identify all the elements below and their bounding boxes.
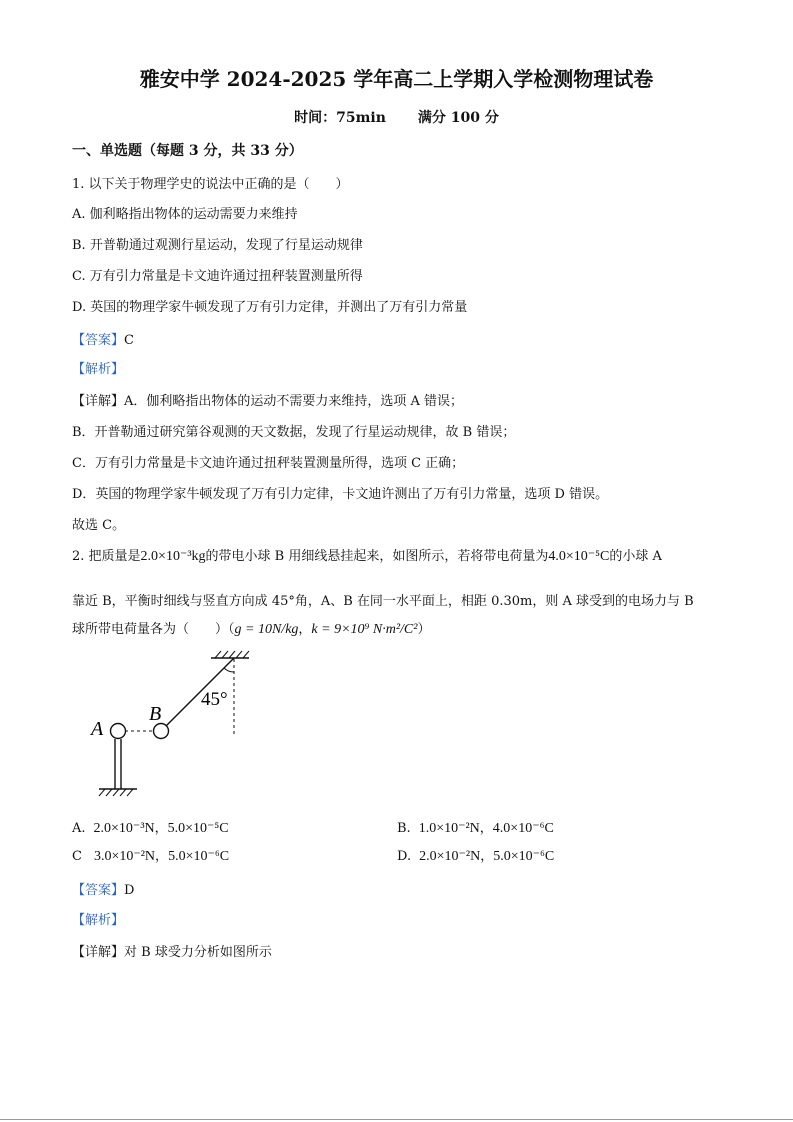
document-title: 雅安中学 2024-2025 学年高二上学期入学检测物理试卷: [139, 67, 654, 91]
q1-option-c: C. 万有引力常量是卡文迪许通过扭秤装置测量所得: [72, 269, 363, 284]
q2-stem-line2: 靠近 B，平衡时细线与竖直方向成 45°角，A、B 在同一水平面上，相距 0.30m，则 A 球受到的电场力与 B: [72, 594, 694, 609]
q2-stem-line3: 球所带电荷量各为（ ）（g = 10N/kg，k = 9×10⁹ N·m²/C²）: [72, 622, 431, 637]
charge-formula: 4.0×10⁻⁵C: [548, 549, 610, 564]
ball-a: [111, 724, 126, 739]
q1-option-b: B. 开普勒通过观测行星运动，发现了行星运动规律: [72, 238, 363, 253]
q2-option-b: B. 1.0×10⁻²N，4.0×10⁻⁶C: [397, 821, 554, 836]
stem-text: 的带电小球 B 用细线悬挂起来，如图所示，若将带电荷量为: [205, 549, 549, 564]
q1-detail-a: [72, 390, 463, 409]
q1-analysis-tag: 【解析】: [72, 362, 125, 377]
label-a: A: [91, 718, 104, 740]
ball-b: [154, 724, 169, 739]
q1-answer: [72, 329, 134, 348]
answer-tag: 【答案】: [72, 333, 125, 348]
option-letter: B.: [397, 821, 411, 836]
q2-option-c: C 3.0×10⁻²N，5.0×10⁻⁶C: [72, 849, 230, 864]
answer-tag: 【答案】: [72, 883, 125, 898]
label-b: B: [149, 703, 162, 725]
page-bottom-rule: [0, 1119, 793, 1120]
q2-answer: [72, 879, 134, 898]
angle-arc: [224, 668, 234, 672]
q1-detail-c: C．万有引力常量是卡文迪许通过扭秤装置测量所得，选项 C 正确；: [72, 456, 465, 471]
floor-hatch: [99, 789, 133, 796]
option-force: 3.0×10⁻²N: [93, 849, 156, 864]
option-charge: 5.0×10⁻⁵C: [167, 821, 229, 836]
option-charge: 5.0×10⁻⁶C: [168, 849, 230, 864]
q1-option-a: A. 伽利略指出物体的运动需要力来维持: [72, 207, 298, 222]
option-letter: C: [72, 849, 82, 864]
q2-option-d: D. 2.0×10⁻²N，5.0×10⁻⁶C: [397, 849, 555, 864]
mass-formula: 2.0×10⁻³kg: [140, 549, 206, 564]
option-force: 2.0×10⁻³N: [93, 821, 155, 836]
stem-text: 球所带电荷量各为（ ）（: [72, 622, 235, 637]
option-force: 1.0×10⁻²N: [418, 821, 480, 836]
q2-analysis-tag: 【解析】: [72, 913, 125, 928]
option-letter: D.: [397, 849, 412, 864]
q2-stem-line1: [72, 545, 662, 565]
stem-text: 的小球 A: [609, 549, 662, 564]
section-heading: 一、单选题（每题 3 分，共 33 分）: [72, 143, 303, 159]
q2-detail: [72, 941, 272, 960]
time-limit: 时间：75min: [294, 110, 386, 126]
q1-detail-b: B．开普勒通过研究第谷观测的天文数据，发现了行星运动规律，故 B 错误；: [72, 425, 516, 440]
q2-option-a: A. 2.0×10⁻³N，5.0×10⁻⁵C: [72, 821, 229, 836]
detail-text: A．伽利略指出物体的运动不需要力来维持，选项 A 错误；: [124, 394, 464, 409]
exam-info: [0, 107, 793, 127]
q1-stem: 1. 以下关于物理学史的说法中正确的是（ ）: [72, 177, 349, 192]
q2-figure: [85, 648, 275, 800]
k-formula: k = 9×10⁹ N·m²/C²: [311, 622, 418, 637]
answer-value: C: [124, 333, 134, 348]
option-charge: 5.0×10⁻⁶C: [493, 849, 555, 864]
detail-tag: 【详解】: [72, 394, 125, 409]
g-formula: g = 10N/kg: [234, 622, 299, 637]
q1-conclusion: 故选 C。: [72, 518, 126, 533]
stem-text: ）: [417, 622, 431, 637]
ceiling-hatch: [215, 651, 249, 658]
detail-tag: 【详解】: [72, 945, 125, 960]
full-score: 满分 100 分: [417, 110, 499, 126]
q1-detail-d: D．英国的物理学家牛顿发现了万有引力定律，卡文迪许测出了万有引力常量，选项 D 错误。: [72, 487, 609, 502]
detail-text: 对 B 球受力分析如图所示: [124, 945, 272, 960]
answer-value: D: [124, 883, 135, 898]
q1-option-d: D. 英国的物理学家牛顿发现了万有引力定律，并测出了万有引力常量: [72, 300, 468, 315]
angle-label: 45°: [201, 689, 228, 710]
option-letter: A.: [72, 821, 86, 836]
option-charge: 4.0×10⁻⁶C: [492, 821, 554, 836]
option-force: 2.0×10⁻²N: [419, 849, 481, 864]
stem-text: 2. 把质量是: [72, 549, 141, 564]
